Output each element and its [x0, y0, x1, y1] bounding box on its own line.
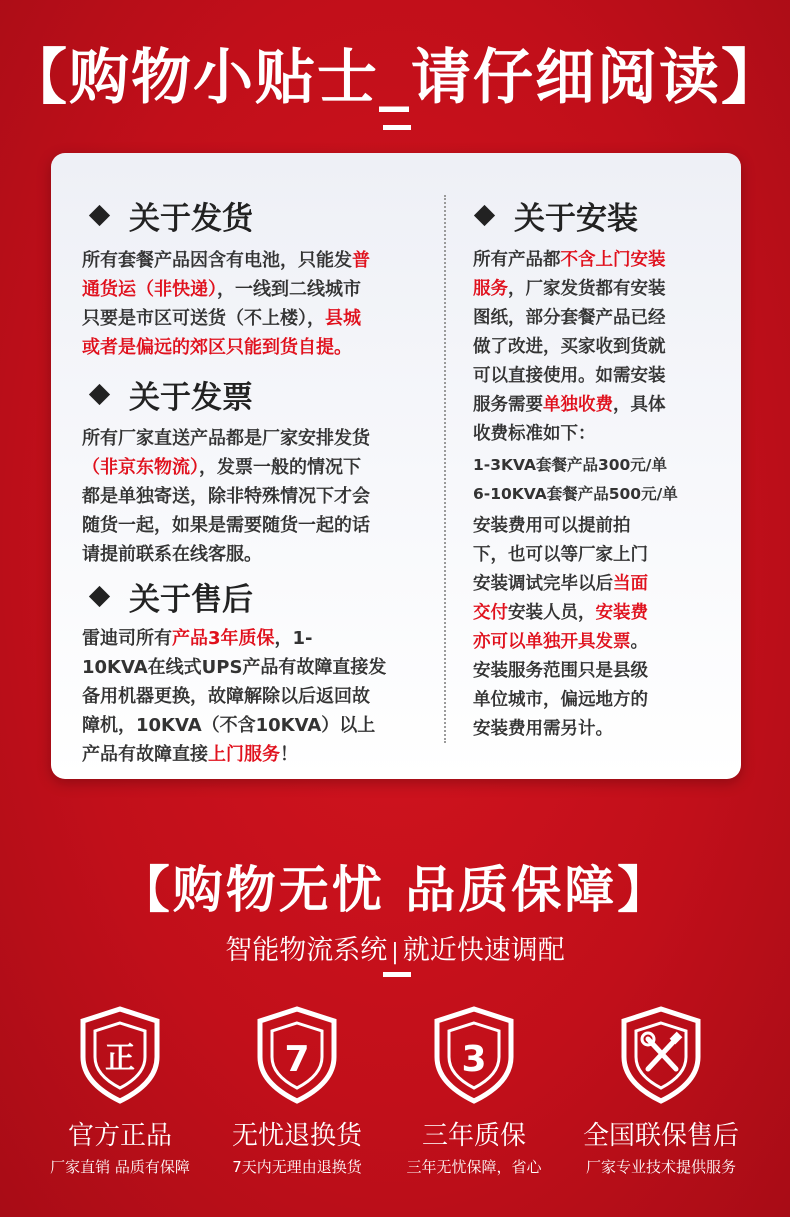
diamond-bullet-icon: [89, 384, 110, 405]
feature-subtitle: 厂家直销 品质有保障: [50, 1158, 190, 1176]
guarantee-title: 【购物无忧 品质保障】: [119, 861, 671, 919]
aftersale-text: 雷迪司所有产品3年质保，1- 10KVA在线式UPS产品有故障直接发 备用机器更换，故障解除以后返回故 障机，10KVA（不含10KVA）以上 产品有故障直接上门服务！: [82, 628, 387, 765]
install-text: 所有产品都不含上门安装 服务，厂家发货都有安装 图纸，部分套餐产品已经 做了改进，买家收到货就 可以直接使用。如需安装 服务需要单独收费，具体 收费标准如下： 1-3KVA套餐产品300元/单 6-10KVA套餐产品500元/单 安装费用可以提前拍 下，也可以等厂家上门 安装调试完毕以后当面 交付安装人员，安装费 亦可以单独开具发票。 安装服务范围只是县级 单位城市，偏远地方的 安装费用需另计。: [473, 246, 709, 744]
title-underline: [383, 125, 411, 130]
guarantee-subtitle: 智能物流系统 | 就近快速调配: [225, 935, 565, 966]
feature-title: 全国联保售后: [582, 1121, 739, 1151]
svg-text:7: 7: [284, 1039, 310, 1080]
shipping-heading-label: 关于发货: [129, 201, 253, 237]
install-heading: [467, 193, 638, 238]
column-divider: [444, 195, 446, 743]
feature-service: [571, 1005, 751, 1177]
price-line-2: 6-10KVA套餐产品500元/单: [473, 485, 678, 503]
feature-subtitle: 三年无忧保障，省心: [406, 1158, 542, 1176]
shipping-heading: [82, 193, 253, 238]
diamond-bullet-icon: [89, 205, 110, 226]
aftersale-heading-label: 关于售后: [129, 582, 253, 618]
svg-text:正: 正: [105, 1041, 135, 1076]
tools-shield-icon: [618, 1005, 704, 1105]
svg-text:3: 3: [461, 1039, 487, 1080]
aftersale-heading: [82, 574, 253, 619]
guarantee-underline: [383, 972, 411, 977]
invoice-text: 所有厂家直送产品都是厂家安排发货 （非京东物流），发票一般的情况下 都是单独寄送，除非特殊情况下才会 随货一起，如果是需要随货一起的话 请提前联系在线客服。: [82, 428, 370, 565]
diamond-bullet-icon: [474, 205, 495, 226]
install-heading-label: 关于安装: [514, 201, 638, 237]
seven-day-shield-icon: [254, 1005, 340, 1105]
feature-subtitle: 厂家专业技术提供服务: [585, 1158, 736, 1176]
diamond-bullet-icon: [89, 586, 110, 607]
page-title: 【购物小贴士_请仔细阅读】: [7, 43, 783, 113]
feature-return: [207, 1005, 387, 1177]
feature-warranty: [384, 1005, 564, 1177]
feature-title: 三年质保: [421, 1121, 526, 1151]
genuine-shield-icon: [77, 1005, 163, 1105]
invoice-heading-label: 关于发票: [129, 380, 253, 416]
price-line-1: 1-3KVA套餐产品300元/单: [473, 456, 667, 474]
feature-title: 无忧退换货: [231, 1121, 362, 1151]
feature-genuine: [30, 1005, 210, 1177]
invoice-heading: [82, 372, 253, 417]
feature-subtitle: 7天内无理由退换货: [232, 1158, 362, 1176]
shipping-text: 所有套餐产品因含有电池，只能发普 通货运（非快递），一线到二线城市 只要是市区可送货（不上楼），县城 或者是偏远的郊区只能到货自提。: [82, 250, 370, 358]
feature-title: 官方正品: [67, 1121, 172, 1151]
three-year-shield-icon: [431, 1005, 517, 1105]
